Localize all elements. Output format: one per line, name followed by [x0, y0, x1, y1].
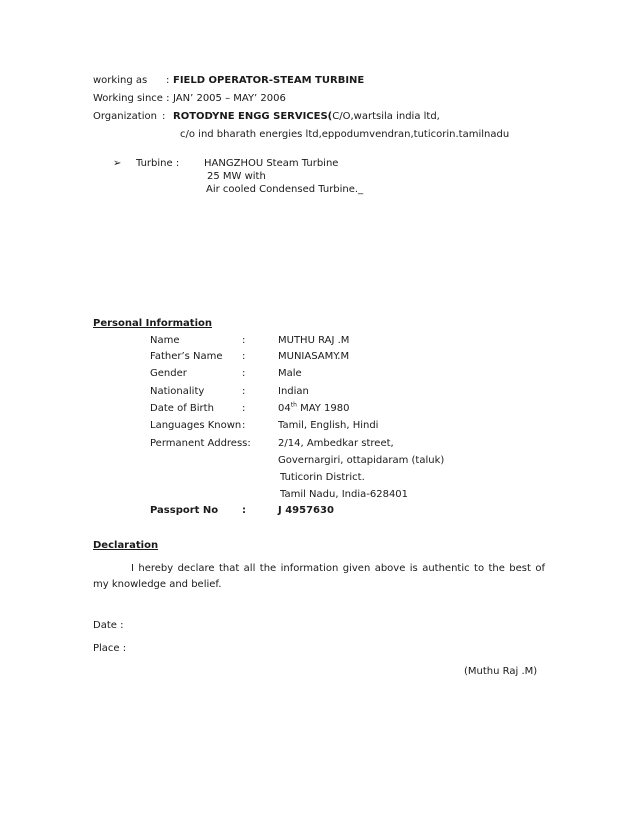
passport-label: Passport No — [150, 505, 219, 516]
turbine-line-2: 25 MW with — [207, 171, 266, 182]
organization-separator: : — [162, 111, 166, 122]
turbine-line-3-text: Air cooled Condensed Turbine. — [206, 184, 359, 195]
organization-address: C/O,wartsila india ltd, — [332, 111, 440, 122]
father-name-value: MUNIASAMY.M — [278, 351, 350, 362]
turbine-trailing-mark: _ — [358, 184, 364, 195]
dob-ordinal: th — [290, 401, 297, 409]
working-since-value: JAN’ 2005 – MAY’ 2006 — [173, 93, 286, 104]
gender-separator: : — [242, 368, 246, 379]
personal-info-heading: Personal Information — [93, 318, 212, 329]
dob-month-year: MAY 1980 — [296, 403, 350, 414]
dob-value — [278, 403, 350, 415]
name-value: MUTHU RAJ .M — [278, 335, 350, 346]
organization-line-2: c/o ind bharath energies ltd,eppodumvendran,tuticorin.tamilnadu — [180, 129, 510, 140]
languages-value: Tamil, English, Hindi — [278, 420, 379, 431]
declaration-text: I hereby declare that all the information given above is authentic to the best of my knowledge and belief. — [93, 563, 545, 590]
working-as-label: working as — [93, 75, 148, 86]
dob-label: Date of Birth — [150, 403, 214, 414]
address-line-3: Tuticorin District. — [280, 472, 365, 483]
dob-separator: : — [242, 403, 246, 414]
father-name-separator: : — [242, 351, 246, 362]
turbine-line-1: HANGZHOU Steam Turbine — [204, 158, 339, 169]
languages-separator: : — [242, 420, 246, 431]
working-as-value: FIELD OPERATOR-STEAM TURBINE — [173, 75, 365, 86]
name-label: Name — [150, 335, 180, 346]
nationality-label: Nationality — [150, 386, 205, 397]
passport-separator: : — [242, 505, 246, 516]
address-line-2: Governargiri, ottapidaram (taluk) — [278, 455, 445, 466]
working-since-label: Working since : — [93, 93, 170, 104]
working-as-separator: : — [166, 75, 170, 86]
organization-value — [173, 111, 440, 123]
gender-label: Gender — [150, 368, 187, 379]
place-label: Place : — [93, 643, 127, 654]
gender-value: Male — [278, 368, 302, 379]
name-separator: : — [242, 335, 246, 346]
address-line-4: Tamil Nadu, India-628401 — [280, 489, 409, 500]
signature-name: (Muthu Raj .M) — [464, 666, 538, 677]
bullet-arrow-icon: ➢ — [113, 158, 122, 169]
organization-label: Organization — [93, 111, 157, 122]
address-line-1: 2/14, Ambedkar street, — [278, 438, 394, 449]
date-label: Date : — [93, 620, 124, 631]
languages-label: Languages Known — [150, 420, 242, 431]
nationality-separator: : — [242, 386, 246, 397]
passport-value: J 4957630 — [278, 505, 334, 516]
organization-name: ROTODYNE ENGG SERVICES( — [173, 111, 333, 122]
father-name-label: Father’s Name — [150, 351, 223, 362]
address-label: Permanent Address: — [150, 438, 251, 449]
dob-day: 04 — [278, 403, 291, 414]
declaration-heading: Declaration — [93, 540, 159, 551]
turbine-label: Turbine : — [136, 158, 180, 169]
turbine-line-3 — [206, 184, 363, 196]
nationality-value: Indian — [278, 386, 309, 397]
